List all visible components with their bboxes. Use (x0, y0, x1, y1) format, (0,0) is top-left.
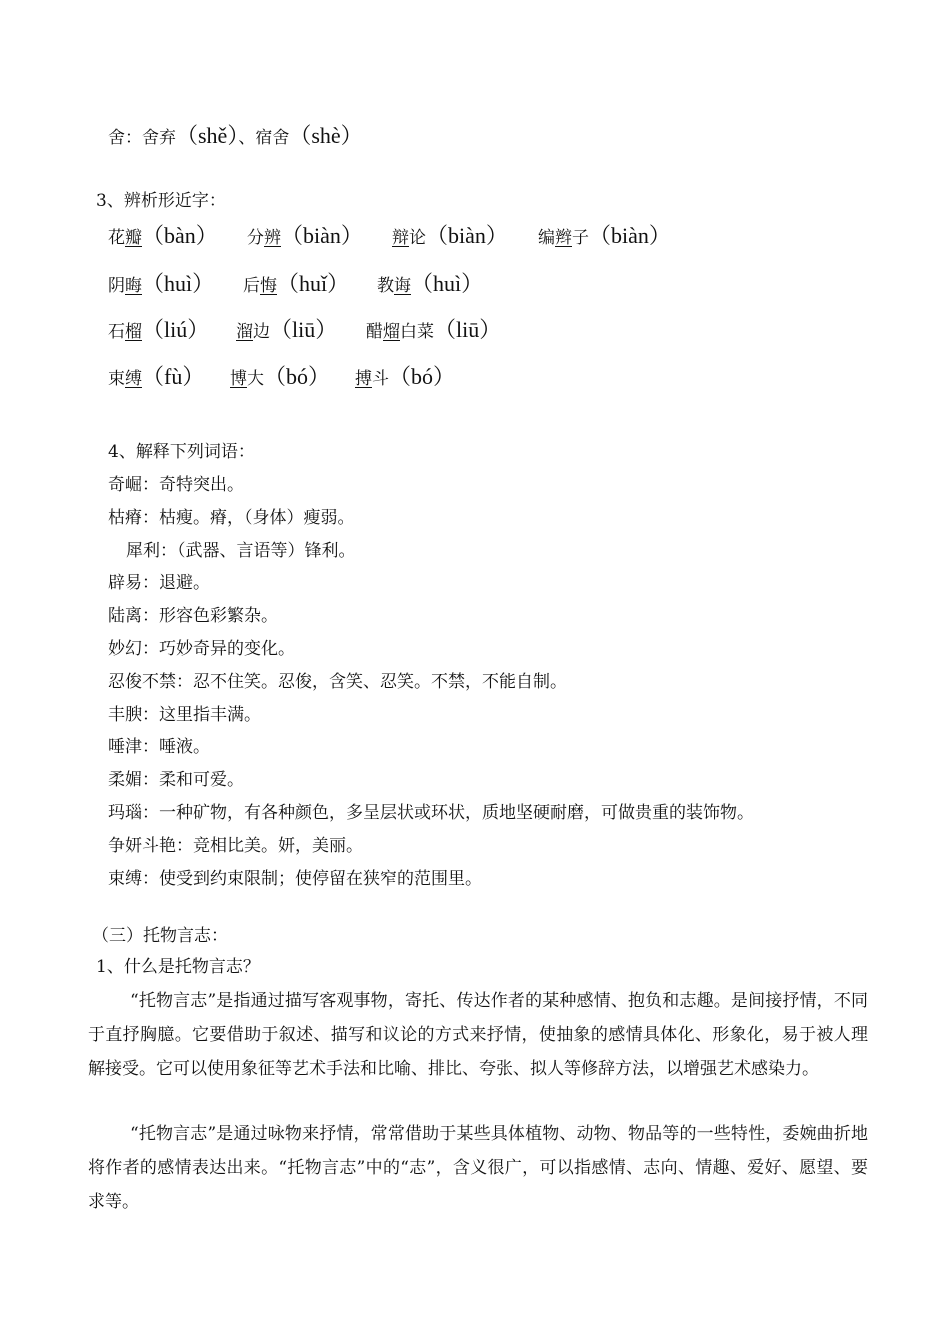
pinyin: （huǐ） (277, 271, 350, 296)
underlined-char: 博 (230, 369, 247, 389)
section-4-heading: 4、解释下列词语： (108, 442, 255, 462)
word-prefix: 束 (108, 369, 125, 389)
she-line (108, 124, 363, 150)
definition-item: 奇崛：奇特突出。 (108, 475, 244, 495)
definition-item: 陆离：形容色彩繁杂。 (108, 606, 278, 627)
word-prefix: 醋 (366, 322, 383, 342)
similar-char-entry (538, 224, 671, 250)
pinyin: （biàn） (281, 223, 363, 248)
similar-char-entry (392, 224, 508, 250)
word-prefix: 后 (243, 276, 260, 296)
pinyin: （bó） (389, 364, 456, 389)
underlined-char: 辨 (264, 228, 281, 248)
definition-item: 束缚：使受到约束限制；使停留在狭窄的范围里。 (108, 868, 482, 889)
word-prefix: 花 (108, 228, 125, 248)
definition-item: 丰腴：这里指丰满。 (108, 704, 261, 725)
pinyin: （bó） (264, 364, 331, 389)
similar-char-entry (230, 365, 330, 391)
question-1: 1、什么是托物言志？ (96, 957, 260, 977)
she-text: 舍：舍弃 (108, 128, 176, 148)
pinyin: （fù） (142, 364, 205, 389)
section-three-heading: （三）托物言志： (92, 926, 228, 946)
similar-char-entry (377, 272, 483, 298)
word-prefix: 编 (538, 228, 555, 248)
she-pinyin-1: （shě） (176, 123, 239, 148)
underlined-char: 晦 (125, 276, 142, 296)
underlined-char: 缚 (125, 369, 142, 389)
similar-char-entry (108, 224, 218, 250)
similar-char-entry (366, 318, 501, 344)
word-prefix: 分 (247, 228, 264, 248)
pinyin: （liú） (142, 317, 210, 342)
word-suffix: 子 (572, 228, 589, 248)
section-3-heading: 3、辨析形近字： (96, 191, 226, 211)
underlined-char: 诲 (394, 276, 411, 296)
word-suffix: 边 (253, 322, 270, 342)
paragraph-2: “托物言志”是通过咏物来抒情，常常借助于某些具体植物、动物、物品等的一些特性，委婉曲折地将作者的感情表达出来。“托物言志”中的“志”，含义很广，可以指感情、志向、情趣、爱好、愿望、要求等。 (88, 1124, 868, 1212)
word-prefix: 石 (108, 322, 125, 342)
similar-char-entry (108, 365, 204, 391)
pinyin: （biàn） (426, 223, 508, 248)
definition-item: 辟易：退避。 (108, 573, 210, 594)
pinyin: （biàn） (589, 223, 671, 248)
underlined-char: 熘 (383, 322, 400, 342)
underlined-char: 辩 (392, 228, 409, 248)
similar-char-entry (108, 318, 209, 344)
word-suffix: 斗 (372, 369, 389, 389)
word-suffix: 论 (409, 228, 426, 248)
pinyin: （huì） (142, 271, 215, 296)
similar-char-entry (355, 365, 455, 391)
underlined-char: 搏 (355, 369, 372, 389)
underlined-char: 瓣 (125, 228, 142, 248)
similar-char-entry (236, 318, 337, 344)
underlined-char: 溜 (236, 322, 253, 342)
definition-item: 妙幻：巧妙奇异的变化。 (108, 639, 295, 659)
definition-item: 争妍斗艳：竞相比美。妍，美丽。 (108, 835, 363, 856)
word-suffix: 大 (247, 369, 264, 389)
pinyin: （liū） (434, 317, 502, 342)
paragraph-1: “托物言志”是指通过描写客观事物，寄托、传达作者的某种感情、抱负和志趣。是间接抒情，不同于直抒胸臆。它要借助于叙述、描写和议论的方式来抒情，使抽象的感情具体化、形象化，易于被人理解接受。它可以使用象征等艺术手法和比喻、排比、夸张、拟人等修辞方法，以增强艺术感染力。 (88, 991, 868, 1079)
definition-item: 柔媚：柔和可爱。 (108, 770, 244, 791)
underlined-char: 悔 (260, 276, 277, 296)
definition-item: 唾津：唾液。 (108, 737, 210, 758)
similar-char-entry (243, 272, 349, 298)
pinyin: （bàn） (142, 223, 218, 248)
similar-char-entry (108, 272, 214, 298)
definition-item: 忍俊不禁：忍不住笑。忍俊，含笑、忍笑。不禁，不能自制。 (108, 671, 567, 692)
underlined-char: 辫 (555, 228, 572, 248)
similar-char-entry (247, 224, 363, 250)
definition-item: 玛瑙：一种矿物，有各种颜色，多呈层状或环状，质地坚硬耐磨，可做贵重的装饰物。 (108, 803, 754, 823)
word-prefix: 阴 (108, 276, 125, 296)
pinyin: （huì） (411, 271, 484, 296)
she-sep: 、宿舍 (238, 128, 290, 148)
she-pinyin-2: （shè） (289, 123, 363, 148)
definition-item: 枯瘠：枯瘦。瘠，（身体）瘦弱。 (108, 507, 355, 528)
underlined-char: 榴 (125, 322, 142, 342)
pinyin: （liū） (270, 317, 338, 342)
definition-item: 犀利：（武器、言语等）锋利。 (126, 540, 356, 561)
word-suffix: 白菜 (400, 322, 434, 342)
word-prefix: 教 (377, 276, 394, 296)
